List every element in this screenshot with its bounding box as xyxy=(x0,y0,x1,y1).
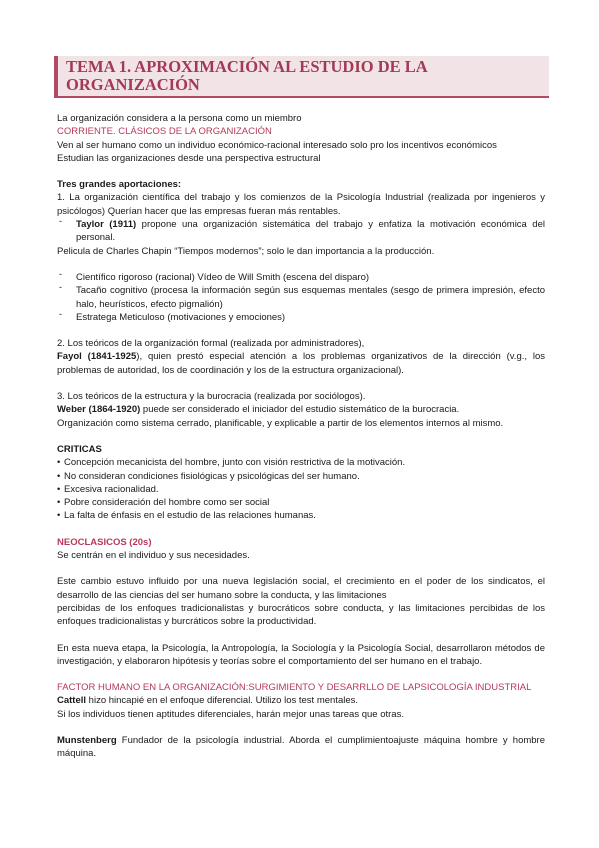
cognitive-list xyxy=(57,268,545,324)
intro-line: La organización considera a la persona como un miembro xyxy=(57,113,302,124)
dash-marker: - xyxy=(59,282,62,293)
taylor-list xyxy=(57,218,545,245)
list-item: • Excesiva racionalidad. xyxy=(57,483,159,495)
list-item: • La falta de énfasis en el estudio de las relaciones humanas. xyxy=(57,510,316,522)
weber-line: Weber (1864-1920) puede ser considerado el iniciador del estudio sistemático de la burocracia. xyxy=(57,404,460,416)
title-banner xyxy=(54,56,549,98)
classics-heading: CORRIENTE. CLÁSICOS DE LA ORGANIZACIÓN xyxy=(57,126,272,138)
human-factor-heading: FACTOR HUMANO EN LA ORGANIZACIÓN:SURGIMIENTO Y DESARRLLO DE LAPSICOLOGÍA INDUSTRIAL xyxy=(57,682,532,694)
chaplin-line: Pelicula de Charles Chapin “Tiempos modernos”; solo le dan importancia a la producción. xyxy=(57,245,435,257)
list-item: • Concepción mecanicista del hombre, junto con visión restrictiva de la motivación. xyxy=(57,457,406,469)
critiques-list xyxy=(57,456,545,522)
cattell-name: Cattell xyxy=(57,695,87,707)
document-body xyxy=(57,112,545,761)
dash-marker: - xyxy=(59,268,62,279)
list-item: - Tacaño cognitivo (procesa la información según sus esquemas mentales (sesgo de primera impresión, efecto halo, heurísticos, efecto pigmalión) xyxy=(59,282,545,310)
neoclassics-para-1b: percibidas de los enfoques tradicionalistas y burocráticos sobre conducta, y las limitaciones percibidas de los enfoques tradicionalistas y burcráticos sobre la productividad. xyxy=(57,602,545,628)
contribution-2: 2. Los teóricos de la organización formal (realizada por administradores), xyxy=(57,338,365,350)
human-factor-line-2: Si los individuos tienen aptitudes diferenciales, harán mejor unas tareas que otras. xyxy=(57,708,404,720)
dash-marker: - xyxy=(59,216,62,227)
fayol-paragraph: Fayol (1841-1925), quien prestó especial atención a los problemas organizativos de la dirección (v.g., los problemas de autoridad, los de coordinación y los de la estructura organizacional). xyxy=(57,351,546,376)
taylor-text: propone una organización sistemática del trabajo y enfatiza la motivación económica del personal. xyxy=(76,219,545,244)
munsterberg-name: Munstenberg xyxy=(57,734,117,746)
list-item: • No consideran condiciones fisiológicas y psicológicas del ser humano. xyxy=(57,470,360,482)
weber-line-2: Organización como sistema cerrado, planificable, y explicable a partir de los elementos internos al mismo. xyxy=(57,417,504,429)
weber-name: Weber (1864-1920) xyxy=(57,404,141,416)
cattell-line: Cattell hizo hincapié en el enfoque diferencial. Utilizo los test mentales. xyxy=(57,695,359,707)
contribution-1: 1. La organización científica del trabajo y los comienzos de la Psicología Industrial (realizada por ingenieros y psicólogos) Querían hacer que las empresas fueran más rentables. xyxy=(57,192,545,217)
taylor-item xyxy=(57,218,545,245)
munsterberg-paragraph: Munstenberg Fundador de la psicología industrial. Aborda el cumplimientoajuste máquina hombre y hombre máquina. xyxy=(57,734,545,760)
dash-marker: - xyxy=(59,308,62,319)
taylor-name: Taylor (1911) xyxy=(76,219,137,231)
neoclassics-para-1: Este cambio estuvo influido por una nueva legislación social, el crecimiento en el poder de los sindicatos, el desarrollo de las ciencias del ser humano sobre la conducta, y las limitaciones xyxy=(57,576,545,601)
classics-line-2: Estudian las organizaciones desde una perspectiva estructural xyxy=(57,152,321,164)
contribution-3: 3. Los teóricos de la estructura y la burocracia (realizada por sociólogos). xyxy=(57,391,366,403)
neoclassics-line-1: Se centrán en el individuo y sus necesidades. xyxy=(57,550,250,562)
fayol-name: Fayol (1841-1925 xyxy=(57,351,137,363)
contributions-heading: Tres grandes aportaciones: xyxy=(57,179,182,191)
neoclassics-para-2: En esta nueva etapa, la Psicología, la Antropología, la Sociología y la Psicología Social, desarrollaron métodos de investigación, y elaboraron hipótesis y teorías sobre el comportamiento del ser humano en el trabajo. xyxy=(57,642,545,667)
page-title: TEMA 1. APROXIMACIÓN AL ESTUDIO DE LA ORGANIZACIÓN xyxy=(66,57,427,94)
critiques-heading: CRITICAS xyxy=(57,443,102,455)
list-item: • Pobre consideración del hombre como ser social xyxy=(57,497,270,509)
classics-line-1: Ven al ser humano como un individuo económico-racional interesado solo pro los incentivos económicos xyxy=(57,139,497,151)
neoclassics-heading: NEOCLASICOS (20s) xyxy=(57,536,152,548)
list-item: - Estratega Meticuloso (motivaciones y emociones) xyxy=(59,308,286,323)
list-item: - Científico rigoroso (racional) Vídeo de Will Smith (escena del disparo) xyxy=(59,268,370,283)
